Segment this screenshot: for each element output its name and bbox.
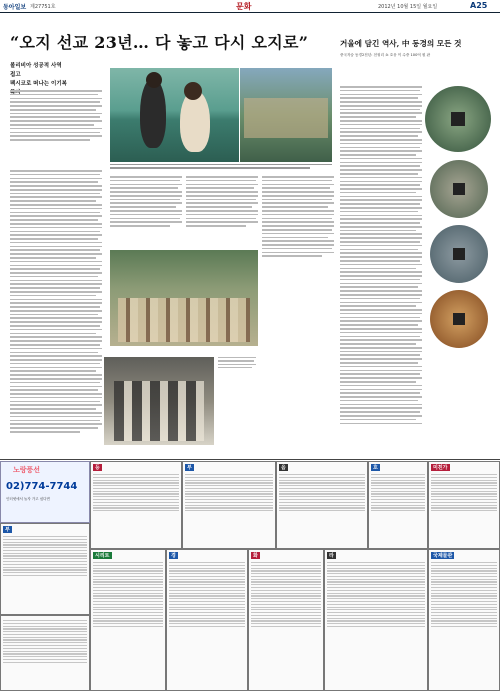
- book-review-title: 거울에 담긴 역사, 中 동경의 모든 것: [340, 39, 462, 48]
- body-text-col2: [110, 176, 182, 229]
- ad-header: 미친가: [433, 465, 448, 471]
- ad-block-9[interactable]: [248, 549, 324, 691]
- top-photo-caption: [110, 164, 332, 171]
- ad-header: 시리트: [95, 553, 110, 559]
- ad-tagline: 인터넷에서 놀자 가고 싶다면: [6, 497, 50, 501]
- bronze-mirror-2: [430, 160, 488, 218]
- article-headline: “오지 선교 23년… 다 놓고 다시 오지로”: [10, 33, 309, 52]
- bronze-mirror-4: [430, 290, 488, 348]
- children-group-photo: [110, 250, 258, 346]
- photo4-caption: [218, 357, 256, 371]
- ad-brand: 노랑풍선: [13, 466, 41, 474]
- ad-header: 등: [95, 465, 100, 471]
- ad-block-8[interactable]: [166, 549, 248, 691]
- ad-header: 호: [373, 465, 378, 471]
- ad-block-2[interactable]: [182, 461, 276, 549]
- body-text-col1b: [10, 170, 102, 435]
- ad-block-5[interactable]: [428, 461, 500, 549]
- ad-block-12[interactable]: [0, 615, 90, 691]
- bronze-mirror-3: [430, 225, 488, 283]
- page-number: A25: [470, 1, 488, 10]
- ad-header: 음: [281, 465, 286, 471]
- ad-block-10[interactable]: [324, 549, 428, 691]
- ad-block-7[interactable]: [90, 549, 166, 691]
- body-text-col1: [10, 90, 102, 143]
- book-review-text: [340, 86, 422, 426]
- issue-date: 2012년 10월 15일 월요일: [378, 4, 438, 10]
- ad-header: 경: [171, 553, 176, 559]
- ad-header: 국제물관: [433, 553, 453, 559]
- ad-header: 라: [329, 553, 334, 559]
- body-text-col3: [186, 176, 258, 229]
- ad-block-3[interactable]: [276, 461, 368, 549]
- family-photo: [104, 357, 214, 445]
- subhead-line-2: 팩시코로 떠나는 이기복: [10, 81, 67, 87]
- ad-header: 부: [5, 527, 10, 533]
- masthead: [0, 0, 500, 13]
- issue-number: 제27751호: [30, 4, 56, 10]
- subhead-line-1: 볼리비아 성공적 사역 접고: [10, 63, 62, 78]
- bronze-mirror-1: [425, 86, 491, 152]
- section-title: 문화: [236, 2, 252, 11]
- ad-block-6[interactable]: [0, 523, 90, 615]
- ad-block-4[interactable]: [368, 461, 428, 549]
- book-review-subtitle: 중국자숨 동경2천년: 천궈리 쇼 호웅 이 수중 100억 원 판: [340, 53, 431, 57]
- ad-phone: 02)774-7744: [6, 481, 78, 492]
- village-photo: [240, 68, 332, 162]
- ad-block-11[interactable]: [428, 549, 500, 691]
- body-text-col4: [262, 176, 334, 259]
- ad-header: 화: [253, 553, 258, 559]
- missionary-couple-photo: [110, 68, 239, 162]
- travel-agency-ad[interactable]: [0, 461, 90, 523]
- newspaper-logo: 동아일보: [3, 4, 27, 11]
- ad-block-1[interactable]: [90, 461, 182, 549]
- ad-header: 부: [187, 465, 192, 471]
